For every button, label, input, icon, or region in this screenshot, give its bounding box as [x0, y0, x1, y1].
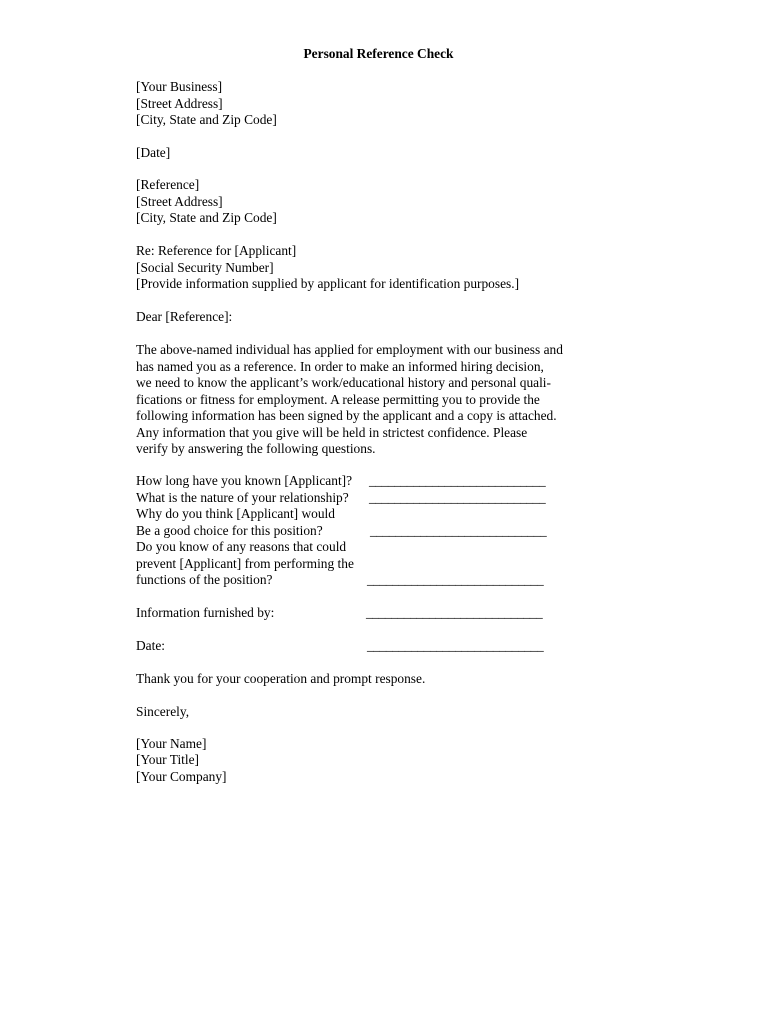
question-good-choice-line1: Why do you think [Applicant] would	[136, 506, 335, 521]
body-line: fications or fitness for employment. A release permitting you to provide the	[136, 392, 540, 407]
document-title: Personal Reference Check	[303, 46, 454, 61]
re-line-identification: [Provide information supplied by applicant for identification purposes.]	[136, 276, 520, 291]
sender-street: [Street Address]	[136, 96, 223, 111]
letter-date: [Date]	[136, 145, 171, 160]
salutation: Dear [Reference]:	[136, 309, 233, 324]
signature-company: [Your Company]	[136, 769, 227, 784]
thanks-line: Thank you for your cooperation and prompt response.	[136, 671, 426, 686]
body-line: we need to know the applicant’s work/educational history and personal quali-	[136, 375, 551, 390]
info-furnished-label: Information furnished by:	[136, 605, 275, 620]
question-relationship: What is the nature of your relationship?	[136, 490, 349, 505]
question-reasons-line1: Do you know of any reasons that could	[136, 539, 347, 554]
body-line: following information has been signed by the applicant and a copy is attached.	[136, 408, 557, 423]
answer-blank-good-choice: ____________________________	[370, 523, 547, 538]
answer-blank-info-furnished: ____________________________	[366, 605, 543, 620]
question-reasons-line2: prevent [Applicant] from performing the	[136, 556, 354, 571]
date-label: Date:	[136, 638, 165, 653]
body-line: has named you as a reference. In order to make an informed hiring decision,	[136, 359, 544, 374]
body-line: The above-named individual has applied for employment with our business and	[136, 342, 563, 357]
recipient-street: [Street Address]	[136, 194, 223, 209]
answer-blank-date: ____________________________	[367, 638, 544, 653]
question-reasons-line3: functions of the position?	[136, 572, 273, 587]
re-line-ssn: [Social Security Number]	[136, 260, 274, 275]
body-line: Any information that you give will be held in strictest confidence. Please	[136, 425, 528, 440]
sender-city: [City, State and Zip Code]	[136, 112, 277, 127]
answer-blank-reasons: ____________________________	[367, 572, 544, 587]
body-line: verify by answering the following questions.	[136, 441, 376, 456]
recipient-city: [City, State and Zip Code]	[136, 210, 277, 225]
signature-title: [Your Title]	[136, 752, 200, 767]
signature-name: [Your Name]	[136, 736, 207, 751]
question-known-duration: How long have you known [Applicant]?	[136, 473, 353, 488]
sender-business: [Your Business]	[136, 79, 223, 94]
closing: Sincerely,	[136, 704, 190, 719]
answer-blank-relationship: ____________________________	[369, 490, 546, 505]
re-line-applicant: Re: Reference for [Applicant]	[136, 243, 297, 258]
question-good-choice-line2: Be a good choice for this position?	[136, 523, 323, 538]
answer-blank-known-duration: ____________________________	[369, 473, 546, 488]
recipient-name: [Reference]	[136, 177, 200, 192]
